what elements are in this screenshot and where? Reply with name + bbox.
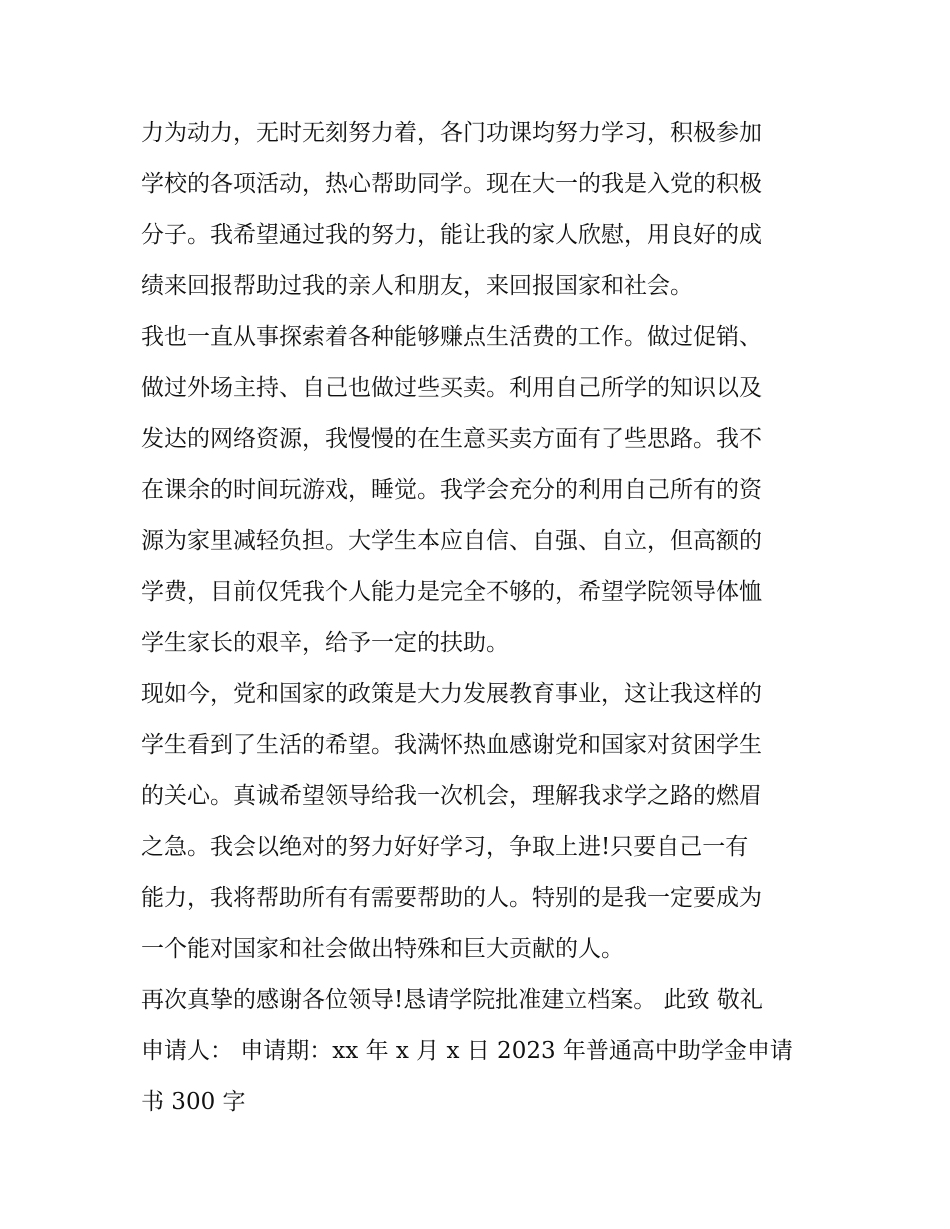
text-line: 绩来回报帮助过我的亲人和朋友，来回报国家和社会。 — [141, 273, 693, 299]
text-line: 做过外场主持、自己也做过些买卖。利用自己所学的知识以及 — [141, 375, 762, 401]
text-line: 学生看到了生活的希望。我满怀热血感谢党和国家对贫困学生 — [141, 732, 762, 758]
text-line: 现如今，党和国家的政策是大力发展教育事业，这让我这样的 — [141, 681, 762, 707]
text-line: 的关心。真诚希望领导给我一次机会，理解我求学之路的燃眉 — [141, 783, 762, 809]
text-line: 源为家里减轻负担。大学生本应自信、自强、自立，但高额的 — [141, 528, 762, 554]
document-body — [141, 108, 821, 1128]
text-line: 分子。我希望通过我的努力，能让我的家人欣慰，用良好的成 — [141, 222, 762, 248]
text-line: 能力，我将帮助所有有需要帮助的人。特别的是我一定要成为 — [141, 885, 762, 911]
text-line: 学校的各项活动，热心帮助同学。现在大一的我是入党的积极 — [141, 171, 762, 197]
signature-line: 书 300 字 — [141, 1089, 246, 1115]
text-line: 一个能对国家和社会做出特殊和巨大贡献的人。 — [141, 936, 624, 962]
text-line: 在课余的时间玩游戏，睡觉。我学会充分的利用自己所有的资 — [141, 477, 762, 503]
text-line: 学费，目前仅凭我个人能力是完全不够的，希望学院领导体恤 — [141, 579, 762, 605]
signature-line: 申请人： 申请期：xx 年 x 月 x 日 2023 年普通高中助学金申请 — [141, 1038, 793, 1064]
closing-line: 再次真挚的感谢各位领导!恳请学院批准建立档案。 此致 敬礼 — [141, 987, 763, 1013]
text-line: 力为动力，无时无刻努力着，各门功课均努力学习，积极参加 — [141, 120, 762, 146]
text-line: 我也一直从事探索着各种能够赚点生活费的工作。做过促销、 — [141, 324, 762, 350]
text-line: 发达的网络资源，我慢慢的在生意买卖方面有了些思路。我不 — [141, 426, 762, 452]
text-line: 学生家长的艰辛，给予一定的扶助。 — [141, 630, 509, 656]
text-line: 之急。我会以绝对的努力好好学习，争取上进!只要自己一有 — [141, 834, 749, 860]
